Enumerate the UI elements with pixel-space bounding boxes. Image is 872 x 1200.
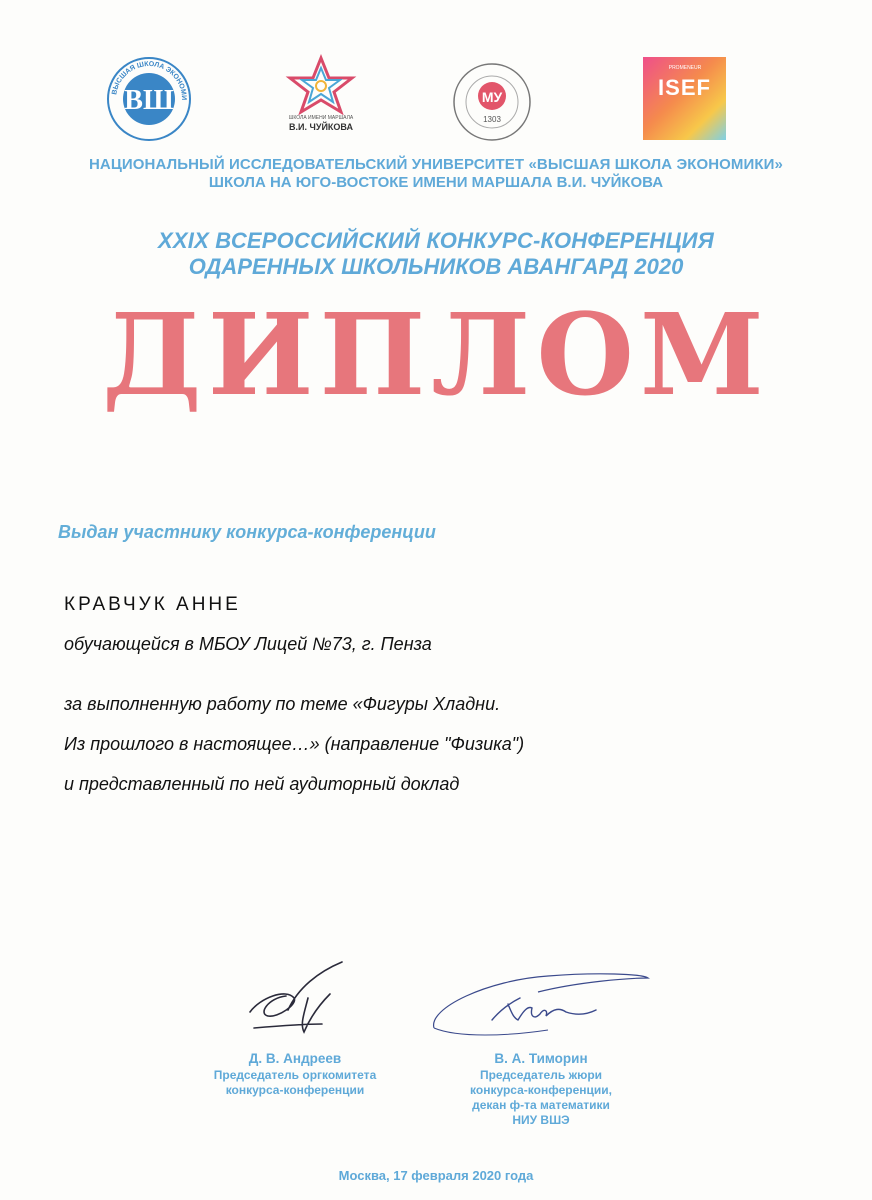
- signer-name: В. А. Тиморин: [494, 1051, 588, 1066]
- chuikov-caption: В.И. ЧУЙКОВА: [289, 122, 353, 132]
- signer-role-line: декан ф-та математики: [472, 1098, 610, 1112]
- diploma-title: ДИПЛОМ: [102, 290, 770, 421]
- isef-small-text: PROMENEUR: [668, 65, 702, 71]
- chuikov-school-logo: [282, 54, 360, 142]
- conference-title-line2: ОДАРЕННЫХ ШКОЛЬНИКОВ АВАНГАРД 2020: [188, 254, 684, 279]
- work-line-1: за выполненную работу по теме «Фигуры Хладни.: [64, 694, 501, 714]
- work-line-3: и представленный по ней аудиторный доклад: [64, 774, 460, 794]
- andreev-signature: [238, 958, 358, 1038]
- signer-name: Д. В. Андреев: [248, 1051, 342, 1066]
- signer-role-line: конкурса-конференции,: [470, 1083, 612, 1097]
- isef-label: ISEF: [658, 75, 711, 100]
- recipient-school: обучающейся в МБОУ Лицей №73, г. Пенза: [64, 634, 432, 654]
- hse-ring-text: ВЫСШАЯ ШКОЛА ЭКОНОМИ: [111, 60, 188, 101]
- school-name: ШКОЛА НА ЮГО-ВОСТОКЕ ИМЕНИ МАРШАЛА В.И. ЧУЙКОВА: [208, 174, 664, 191]
- place-and-date: Москва, 17 февраля 2020 года: [338, 1168, 534, 1183]
- hse-logo: [106, 56, 192, 142]
- work-line-2: Из прошлого в настоящее…» (направление "Физика"): [64, 734, 525, 754]
- signer-andreev: [190, 1050, 400, 1098]
- signer-role-line: конкурса-конференции: [225, 1083, 365, 1097]
- school-number: 1303: [483, 115, 501, 124]
- isef-logo: [643, 57, 726, 140]
- timorin-signature: [428, 968, 650, 1040]
- university-name: НАЦИОНАЛЬНЫЙ ИССЛЕДОВАТЕЛЬСКИЙ УНИВЕРСИТЕТ «ВЫСШАЯ ШКОЛА ЭКОНОМИКИ»: [88, 156, 783, 173]
- signer-role-line: Председатель оргкомитета: [213, 1068, 377, 1082]
- signer-role-line: НИУ ВШЭ: [512, 1113, 570, 1127]
- signer-timorin: [436, 1050, 646, 1128]
- school-monogram: МУ: [481, 89, 503, 105]
- school-1303-logo: [452, 62, 532, 142]
- hse-monogram: ВШ: [124, 85, 174, 116]
- conference-title-line1: XXIX ВСЕРОССИЙСКИЙ КОНКУРС-КОНФЕРЕНЦИЯ: [158, 228, 714, 253]
- chuikov-small-caption: ШКОЛА ИМЕНИ МАРШАЛА: [288, 115, 354, 121]
- recipient-name: КРАВЧУК АННЕ: [64, 594, 241, 615]
- signer-role-line: Председатель жюри: [479, 1068, 603, 1082]
- issued-to-label: Выдан участнику конкурса-конференции: [58, 522, 436, 542]
